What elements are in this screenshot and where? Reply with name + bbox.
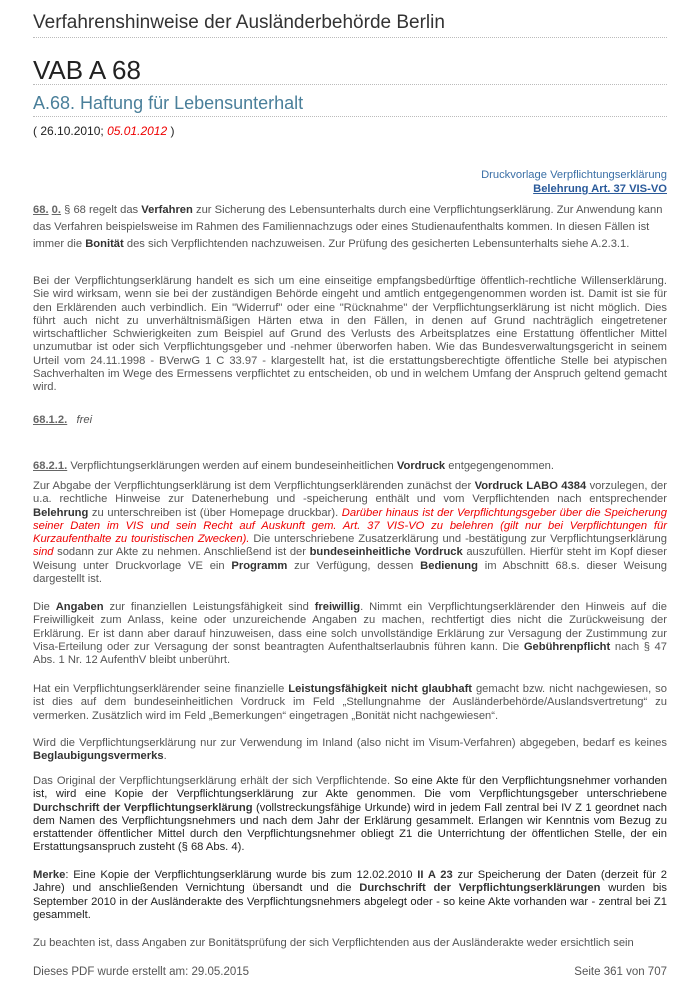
paragraph-68-2-1: 68.2.1. Verpflichtungserklärungen werden auf einem bundeseinheitlichen Vordruck entgegengenommen. <box>33 460 555 472</box>
document-links <box>481 168 667 196</box>
document-id: VAB A 68 <box>33 55 141 85</box>
site-title: Verfahrenshinweise der Ausländerbehörde Berlin <box>33 12 445 33</box>
paragraph-certification: Wird die Verpflichtungserklärung nur zur Verwendung im Inland (also nicht im Visum-Verfahren) abgegeben, bedarf es keines Beglaubigungsvermerks. <box>33 737 667 763</box>
instruction-link[interactable]: Belehrung Art. 37 VIS-VO <box>533 183 667 195</box>
template-link[interactable]: Druckvorlage Verpflichtungserklärung <box>481 169 667 181</box>
footer-page-number: Seite 361 von 707 <box>574 966 667 978</box>
section-number[interactable]: 68.2.1. <box>33 460 68 472</box>
paragraph-form-procedure: Zur Abgabe der Verpflichtungserklärung ist dem Verpflichtungserklärenden zunächst der Vordruck LABO 4384 vorzulegen, der u.a. rechtliche Hinweise zur Datenerhebung und -speicherung enthält und vom Verpflichtenden nach entsprechender Belehrung zu unterschreiben ist (über Homepage druckbar). Darüber hinaus ist der Verpflichtungsgeber über die Speicherung seiner Daten im VIS und sein Recht auf Auskunft gem. Art. 37 VIS-VO zu belehren (gilt nur bei Verpflichtungen für Kurzaufenthalte zu touristischen Zwecken). Die unterschriebene Zusatzerklärung und -bestätigung zur Verpflichtungserklärung sind sodann zur Akte zu nehmen. Anschließend ist der bundeseinheitliche Vordruck auszufüllen. Hierfür steht im Kopf dieser Weisung unter Druckvorlage VE ein Programm zur Verfügung, dessen Bedienung im Abschnitt 68.s. dieser Weisung dargestellt ist. <box>33 480 668 586</box>
divider <box>33 84 667 85</box>
paragraph-creditworthiness: Hat ein Verpflichtungserklärender seine finanzielle Leistungsfähigkeit nicht glaubhaft gemacht bzw. nicht nachgewiesen, so ist dies auf dem bundeseinheitlichen Vordruck im Feld „Stellungnahme der Ausländerbehörde/Auslandsvertretung“ zu vermerken. Zusätzlich wird im Feld „Bemerkungen“ eingetragen „Bonität nicht nachgewiesen“. <box>33 683 667 722</box>
vis-notice: Darüber hinaus ist der Verpflichtungsgeber über die Speicherung seiner Daten im VIS und sein Recht auf Auskunft gem. Art. 37 VIS-VO zu belehren (gilt nur bei Verpflichtungen für Kurzaufenthalte zu touristischen Zwecken). <box>33 506 667 546</box>
paragraph-note: Merke: Eine Kopie der Verpflichtungserklärung wurde bis zum 12.02.2010 II A 23 zur Speicherung der Daten (derzeit für 2 Jahre) und anschließenden Vernichtung übersandt und die Durchschrift der Verpflichtungserklärungen wurden bis September 2010 in der Ausländerakte des Verpflichtungsnehmers abgelegt oder - so keine Akte vorhanden war - zentral bei Z1 gesammelt. <box>33 869 668 921</box>
paragraph-financial-details: Die Angaben zur finanziellen Leistungsfähigkeit sind freiwillig. Nimmt ein Verpflichtungserklärender den Hinweis auf die Freiwilligkeit zum Anlass, keine oder unzureichende Angaben zu machen, rechtfertigt dies nicht die Zurückweisung der Erklärung. Er ist dann aber darauf hinzuweisen, dass eine solch unvollständige Erklärung zur Versagung der Zustimmung zur Visa-Erteilung oder zur Versagung der sonst beantragten Aufenthaltserlaubnis führen kann. Die Gebührenpflicht nach § 47 Abs. 1 Nr. 12 AufenthV bleibt unberührt. <box>33 601 667 667</box>
section-number[interactable]: 68.1.2. <box>33 414 68 426</box>
footer-created-date: Dieses PDF wurde erstellt am: 29.05.2015 <box>33 966 250 978</box>
date-updated: 05.01.2012 <box>107 124 168 138</box>
paragraph-68-0: 68. 0. § 68 regelt das Verfahren zur Sicherung des Lebensunterhalts durch eine Verpflichtungserklärung. Zur Anwendung kann das Verfahren beispielsweise im Rahmen des Familiennachzugs oder eines Studienaufenthalts kommen. In diesen Fällen ist immer die Bonität des sich Verpflichtenden nachzuweisen. Zur Prüfung des gesicherten Lebensunterhalts siehe A.2.3.1. <box>33 204 663 251</box>
paragraph-continuation: Zu beachten ist, dass Angaben zur Bonitätsprüfung der sich Verpflichtenden aus der Ausländerakte weder ersichtlich sein <box>33 937 634 949</box>
section-number[interactable]: 68. <box>33 204 49 216</box>
date-original: 26.10.2010; <box>40 124 108 138</box>
divider <box>33 37 667 38</box>
paragraph-68-1-2: 68.1.2. frei <box>33 414 93 426</box>
paragraph-binding: Bei der Verpflichtungserklärung handelt es sich um eine einseitige empfangsbedürftige öffentlich-rechtliche Willenserklärung. Sie wird wirksam, wenn sie bei der zuständigen Behörde eingeht und amtlich entgegengenommen worden ist. Damit ist sie für den Erklärenden auch verbindlich. Ein "Widerruf" oder eine "Rücknahme" der Verpflichtungserklärung ist nicht möglich. Dies führt auch nicht zu unverhältnismäßigen Härten etwa in den Fällen, in denen auf Grund nachträglich eingetretener wirtschaftlicher Schwierigkeiten zum Beispiel auf Grund des Verlusts des Arbeitsplatzes eine Erstattung öffentlicher Mittel unzumutbar ist oder sich Verpflichtungsgeber und -nehmer überworfen haben. Wie das Bundesverwaltungsgericht in seinem Urteil vom 24.11.1998 - BVerwG 1 C 33.97 - klargestellt hat, ist die erstattungsberechtigte öffentliche Stelle bei atypischen Sachverhalten im Wege des Ermessens verpflichtet zu entscheiden, ob und in welchem Umfang der Anspruch geltend gemacht wird. <box>33 275 667 394</box>
revision-dates: ( 26.10.2010; 05.01.2012 ) <box>33 124 175 138</box>
section-heading: A.68. Haftung für Lebensunterhalt <box>33 93 304 113</box>
divider <box>33 116 667 117</box>
paragraph-original-copy: Das Original der Verpflichtungserklärung erhält der sich Verpflichtende. So eine Akte für den Verpflichtungsnehmer vorhanden ist, wird eine Kopie der Verpflichtungserklärung zur Akte genommen. Die vom Verpflichtungsgeber unterschriebene Durchschrift der Verpflichtungserklärung (vollstreckungsfähige Urkunde) wird in jedem Fall zentral bei IV Z 1 geordnet nach dem Namen des Verpflichtungsnehmers und nach dem Jahr der Erklärung gesammelt. Erlangen wir Kenntnis vom Bezug zu erstattender öffentlicher Mittel durch den Verpflichtungsnehmer obliegt Z1 die Unterrichtung der öffentlichen Stelle, der ein Erstattungsanspruch zusteht (§ 68 Abs. 4). <box>33 775 667 854</box>
